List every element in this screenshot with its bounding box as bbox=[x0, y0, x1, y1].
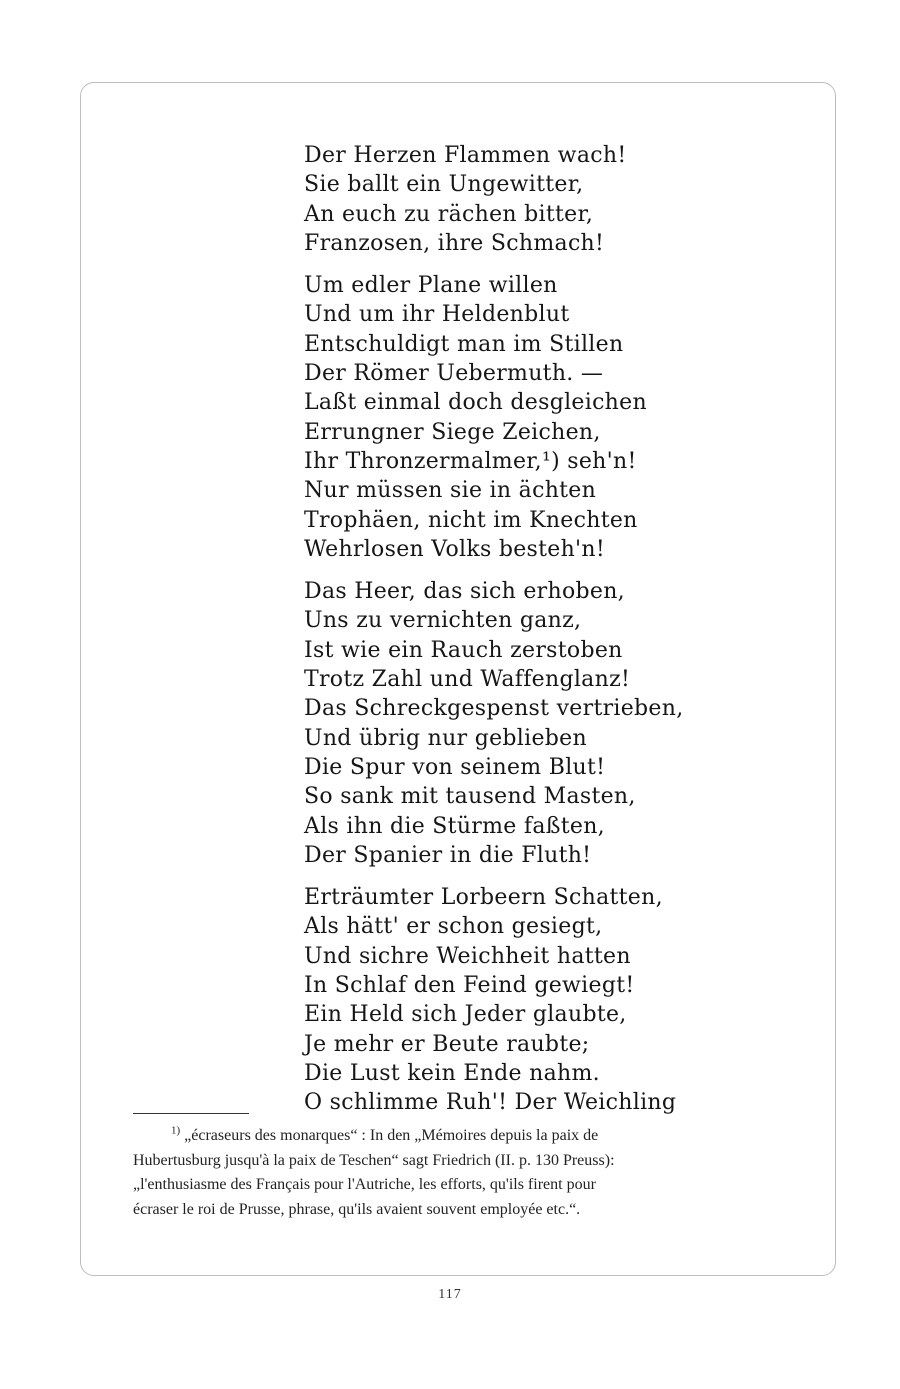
poem-line: Und sichre Weichheit hatten bbox=[304, 943, 631, 969]
poem-line: Trophäen, nicht im Knechten bbox=[304, 507, 638, 533]
footnote-line-3: „l'enthusiasme des Français pour l'Autriche, les efforts, qu'ils firent pour bbox=[133, 1176, 596, 1193]
poem-line: Der Römer Uebermuth. — bbox=[304, 361, 604, 387]
stanza-2 bbox=[304, 271, 724, 564]
poem-line: Laßt einmal doch desgleichen bbox=[304, 390, 647, 416]
poem-line: So sank mit tausend Masten, bbox=[304, 784, 636, 810]
poem-line: Als ihn die Stürme faßten, bbox=[304, 813, 605, 839]
poem-line: Sie ballt ein Ungewitter, bbox=[304, 172, 584, 198]
poem-line: O schlimme Ruh'! Der Weichling bbox=[304, 1090, 677, 1116]
poem-line: Und um ihr Heldenblut bbox=[304, 302, 570, 328]
poem-line: Die Spur von seinem Blut! bbox=[304, 754, 606, 780]
poem-line: An euch zu rächen bitter, bbox=[304, 201, 594, 227]
page-number: 117 bbox=[438, 1287, 462, 1302]
poem-line: Wehrlosen Volks besteh'n! bbox=[304, 536, 606, 562]
poem-line: Errungner Siege Zeichen, bbox=[304, 419, 601, 445]
poem-line: Um edler Plane willen bbox=[304, 273, 558, 299]
poem-line: Der Spanier in die Fluth! bbox=[304, 842, 592, 868]
stanza-1 bbox=[304, 141, 724, 258]
poem-line: In Schlaf den Feind gewiegt! bbox=[304, 973, 635, 999]
poem-line: Erträumter Lorbeern Schatten, bbox=[304, 885, 663, 911]
poem-line: Und übrig nur geblieben bbox=[304, 725, 587, 751]
poem-line: Ein Held sich Jeder glaubte, bbox=[304, 1002, 627, 1028]
poem-line: Das Schreckgespenst vertrieben, bbox=[304, 696, 684, 722]
poem-line: Entschuldigt man im Stillen bbox=[304, 331, 624, 357]
poem-line: Der Herzen Flammen wach! bbox=[304, 143, 627, 168]
poem-line: Uns zu vernichten ganz, bbox=[304, 608, 582, 634]
footnote bbox=[133, 1124, 773, 1222]
stanza-3 bbox=[304, 577, 724, 870]
poem-line: Das Heer, das sich erhoben, bbox=[304, 579, 625, 605]
footnote-divider bbox=[133, 1113, 249, 1114]
footnote-line-4: écraser le roi de Prusse, phrase, qu'ils avaient souvent employée etc.“. bbox=[133, 1200, 581, 1218]
poem-line: Nur müssen sie in ächten bbox=[304, 478, 597, 504]
footnote-text: „écraseurs des monarques“ : In den „Mémoires depuis la paix de bbox=[184, 1127, 599, 1144]
poem-line: Als hätt' er schon gesiegt, bbox=[304, 914, 603, 940]
poem-line: Trotz Zahl und Waffenglanz! bbox=[304, 667, 631, 693]
stanza-4 bbox=[304, 883, 724, 1117]
poem-line: Die Lust kein Ende nahm. bbox=[304, 1060, 600, 1086]
footnote-line-2: Hubertusburg jusqu'à la paix de Teschen“ sagt Friedrich (II. p. 130 Preuss): bbox=[133, 1151, 615, 1169]
poem-line: Ihr Thronzermalmer,¹) seh'n! bbox=[304, 448, 637, 474]
footnote-line-1 bbox=[133, 1124, 773, 1149]
poem-line: Franzosen, ihre Schmach! bbox=[304, 230, 605, 256]
poem bbox=[304, 141, 724, 1131]
poem-line: Ist wie ein Rauch zerstoben bbox=[304, 637, 623, 663]
footnote-marker: 1) bbox=[171, 1124, 181, 1137]
poem-line: Je mehr er Beute raubte; bbox=[304, 1031, 590, 1057]
